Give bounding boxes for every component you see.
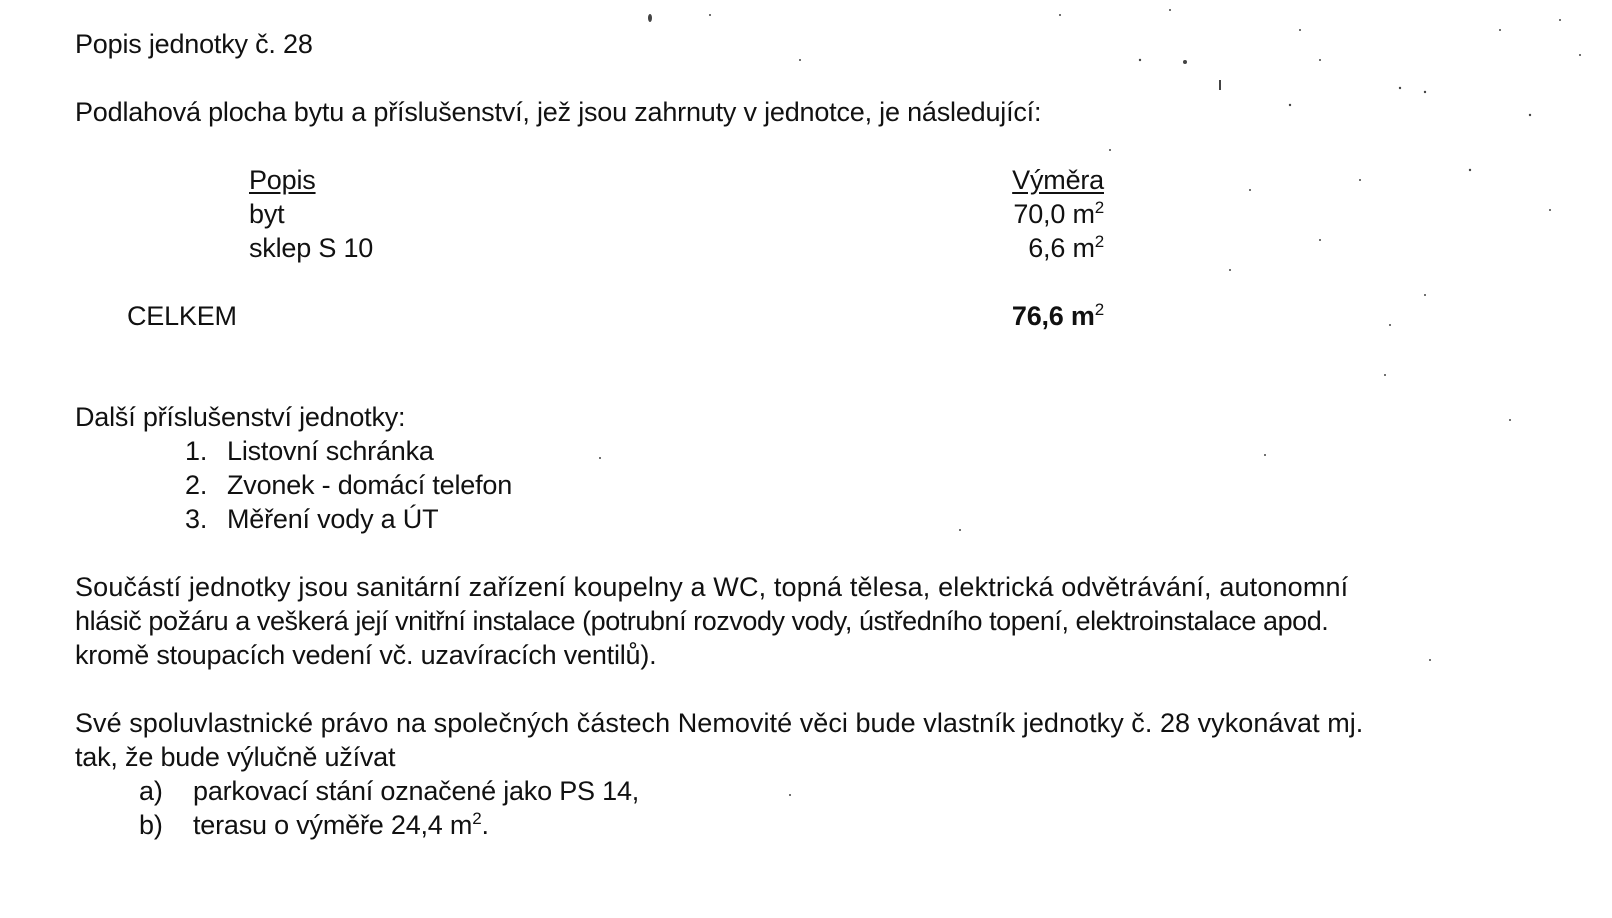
exclusive-use-marker: b) (139, 810, 163, 840)
accessory-number: 3. (185, 504, 208, 534)
total-value: 76,6 $m^2$ (1011, 300, 1104, 331)
row-value-sklep: 6,6 $m^2$ (1028, 232, 1104, 263)
exclusive-use-item: terasu o výměře 24,4 $m^2$. (193, 809, 489, 840)
accessory-item: Měření vody a ÚT (227, 504, 439, 534)
components-paragraph-line: Součástí jednotky jsou sanitární zařízení koupelny a WC, topná tělesa, elektrická odvětrávání, autonomní (75, 572, 1349, 602)
column-header-popis: Popis (249, 165, 316, 195)
accessory-item: Zvonek - domácí telefon (227, 470, 513, 500)
accessory-item: Listovní schránka (227, 436, 434, 466)
accessories-title: Další příslušenství jednotky: (75, 402, 406, 432)
row-label-sklep: sklep S 10 (249, 233, 374, 263)
accessory-number: 1. (185, 436, 208, 466)
exclusive-use-marker: a) (139, 776, 163, 806)
exclusive-use-item: parkovací stání označené jako PS 14, (193, 776, 640, 806)
intro-sentence: Podlahová plocha bytu a příslušenství, jež jsou zahrnuty v jednotce, je následující: (75, 97, 1042, 127)
accessory-number: 2. (185, 470, 208, 500)
rights-paragraph-line: tak, že bude výlučně užívat (75, 742, 396, 772)
rights-paragraph-line: Své spoluvlastnické právo na společných částech Nemovité věci bude vlastník jednotky č. 28 vykonávat mj. (75, 708, 1364, 738)
column-header-vymera: Výměra (1012, 165, 1104, 195)
components-paragraph-line: hlásič požáru a veškerá její vnitřní instalace (potrubní rozvody vody, ústředního topení, elektroinstalace apod. (75, 606, 1329, 636)
row-label-byt: byt (249, 199, 285, 229)
components-paragraph-line: kromě stoupacích vedení vč. uzavíracích ventilů). (75, 640, 657, 670)
unit-heading: Popis jednotky č. 28 (75, 29, 313, 59)
total-label: CELKEM (127, 301, 237, 331)
row-value-byt: 70,0 $m^2$ (1013, 198, 1104, 229)
